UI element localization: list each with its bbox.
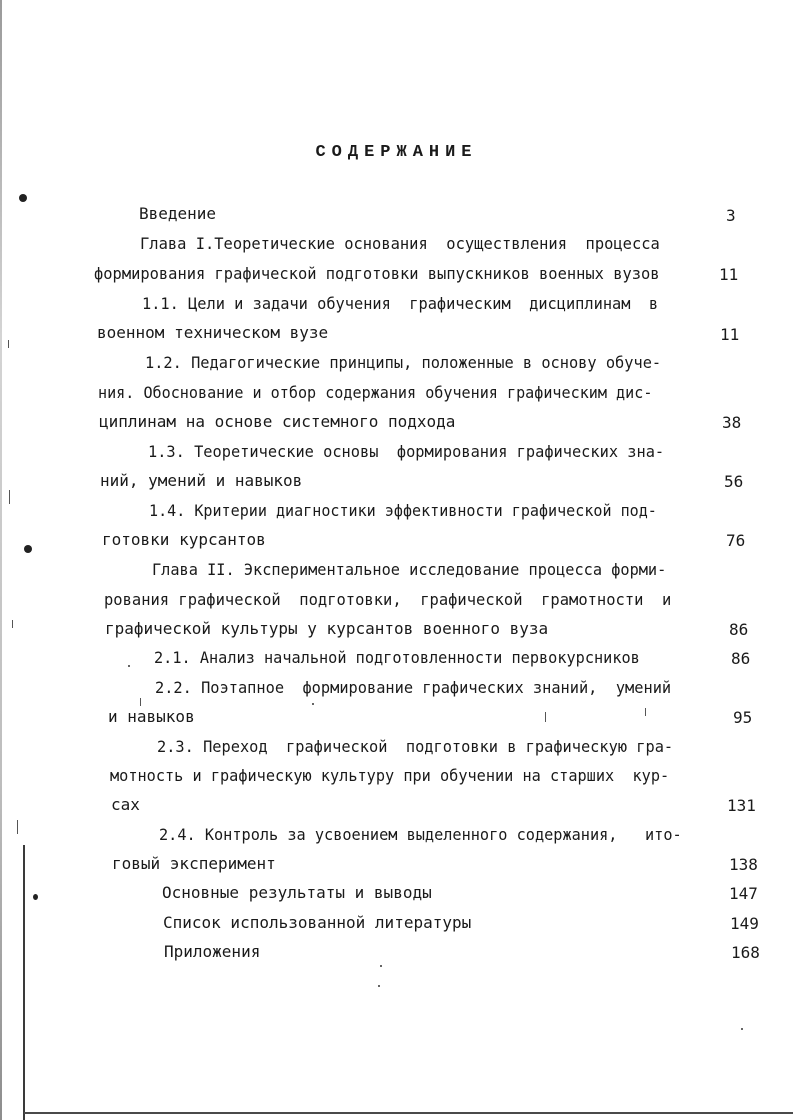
toc-page-number: 131: [727, 796, 756, 815]
toc-line: Введение: [139, 204, 217, 223]
toc-line: 2.1. Анализ начальной подготовленности первокурсников: [154, 648, 640, 667]
toc-line: графической культуры у курсантов военного вуза: [105, 619, 549, 638]
scan-speck: [741, 1028, 743, 1030]
scan-speck: [128, 665, 130, 667]
toc-line: сах: [111, 795, 140, 814]
toc-line: мотность и графическую культуру при обучении на старших кур-: [110, 766, 670, 785]
toc-line: Основные результаты и выводы: [162, 883, 432, 902]
toc-page-number: 95: [733, 708, 753, 727]
scan-speck: [312, 703, 314, 705]
scan-tick: [140, 698, 141, 706]
toc-line: 1.4. Критерии диагностики эффективности графической под-: [149, 501, 657, 520]
toc-line: говый эксперимент: [112, 854, 276, 873]
toc-page-number: 3: [726, 206, 736, 225]
toc-line: 1.3. Теоретические основы формирования графических зна-: [148, 442, 665, 461]
scan-tick: [9, 490, 10, 504]
scan-tick: [12, 620, 13, 628]
toc-page-number: 76: [726, 531, 746, 550]
binder-hole-mark: [33, 894, 38, 900]
toc-line: Приложения: [164, 942, 261, 961]
binder-hole-mark: [19, 194, 27, 202]
toc-page-number: 86: [729, 620, 749, 639]
toc-line: военном техническом вузе: [97, 323, 329, 342]
toc-line: 2.4. Контроль за усвоением выделенного содержания, ито-: [159, 825, 682, 844]
toc-line: и навыков: [108, 707, 195, 726]
toc-page-number: 56: [724, 472, 744, 491]
scan-speck: [378, 985, 380, 987]
scan-left-edge: [0, 0, 2, 1120]
scan-tick: [645, 708, 646, 716]
scan-frame-horizontal: [24, 1112, 793, 1114]
toc-line: 1.2. Педагогические принципы, положенные в основу обуче-: [145, 353, 662, 372]
toc-page-number: 38: [722, 413, 742, 432]
scan-tick: [17, 820, 18, 834]
toc-line: 2.3. Переход графической подготовки в графическую гра-: [157, 737, 674, 756]
toc-line: Глава I.Теоретические основания осуществления процесса: [140, 234, 660, 253]
scan-tick: [8, 340, 9, 348]
scan-frame-vertical: [23, 845, 25, 1120]
toc-page-number: 138: [729, 855, 758, 874]
toc-page-number: 11: [720, 325, 740, 344]
toc-page-number: 147: [729, 884, 758, 903]
toc-line: формирования графической подготовки выпускников военных вузов: [94, 264, 660, 283]
toc-page-number: 11: [719, 265, 739, 284]
toc-line: готовки курсантов: [102, 530, 266, 549]
toc-line: 2.2. Поэтапное формирование графических знаний, умений: [155, 678, 672, 697]
toc-line: циплинам на основе системного подхода: [99, 412, 456, 431]
toc-line: 1.1. Цели и задачи обучения графическим дисциплинам в: [142, 294, 659, 313]
toc-line: рования графической подготовки, графической грамотности и: [104, 590, 672, 609]
scan-tick: [545, 712, 546, 722]
toc-page-number: 168: [731, 943, 760, 962]
toc-page-number: 149: [730, 914, 759, 933]
toc-line: Глава II. Экспериментальное исследование процесса форми-: [152, 560, 667, 579]
page-title: СОДЕРЖАНИЕ: [315, 143, 478, 162]
toc-line: ний, умений и навыков: [100, 471, 303, 490]
toc-line: Список использованной литературы: [163, 913, 472, 932]
binder-hole-mark: [24, 545, 32, 553]
scan-speck: [380, 965, 382, 967]
toc-page-number: 86: [731, 649, 751, 668]
toc-line: ния. Обоснование и отбор содержания обучения графическим дис-: [98, 383, 653, 402]
